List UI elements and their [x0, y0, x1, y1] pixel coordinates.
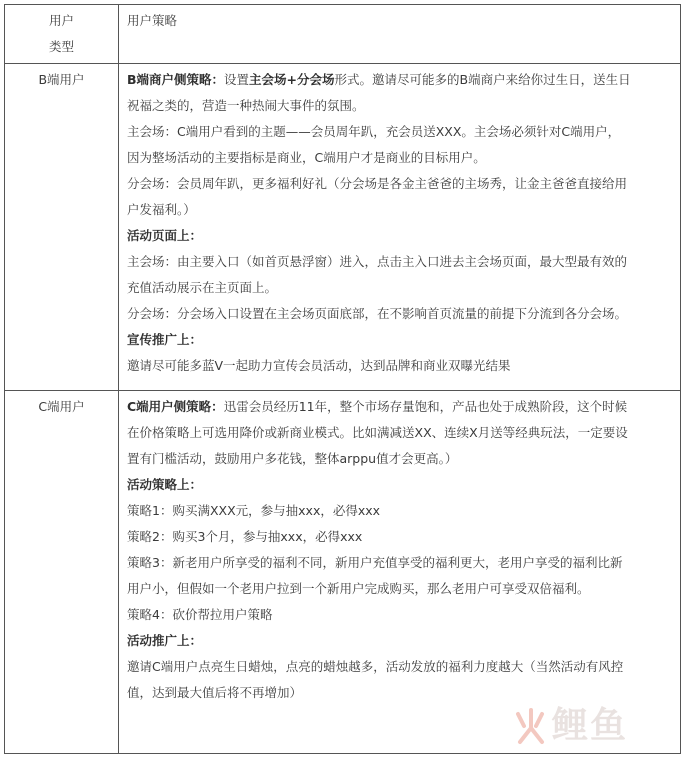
- text-line: 邀请C端用户点亮生日蜡烛，点亮的蜡烛越多，活动发放的福利力度越大（当然活动有风控: [127, 659, 624, 674]
- bold-heading: 活动页面上：: [127, 228, 203, 243]
- section-heading: [127, 472, 675, 498]
- user-type-label: B端用户: [38, 72, 85, 87]
- header-user-type: [5, 8, 118, 60]
- bold-heading: 宣传推广上：: [127, 332, 203, 347]
- row-strategy-b: [127, 67, 675, 379]
- header-strategy-label: 用户策略: [127, 13, 178, 28]
- text-line: [127, 67, 675, 93]
- text-line: 策略2：购买3个月，参与抽xxx，必得xxx: [127, 529, 363, 544]
- text-line: 策略4：砍价帮拉用户策略: [127, 607, 273, 622]
- header-user-type-line: 用户: [48, 13, 74, 28]
- text-line: 充值活动展示在主页面上。: [127, 280, 278, 295]
- watermark-text: 鲤鱼: [552, 705, 629, 746]
- text-line: 在价格策略上可选用降价或新商业模式。比如满减送XX、连续X月送等经典玩法，一定要设: [127, 425, 628, 440]
- text-line: 用户小，但假如一个老用户拉到一个新用户完成购买，那么老用户可享受双倍福利。: [127, 581, 590, 596]
- column-divider: [118, 391, 119, 753]
- text-line: [127, 394, 675, 420]
- bold-heading: B端商户侧策略：: [127, 72, 225, 87]
- text-span: 设置: [224, 72, 250, 87]
- text-line: 邀请尽可能多蓝V一起助力宣传会员活动，达到品牌和商业双曝光结果: [127, 358, 511, 373]
- bold-heading: C端用户侧策略：: [127, 399, 224, 414]
- text-line: 因为整场活动的主要指标是商业，C端用户才是商业的目标用户。: [127, 150, 486, 165]
- section-heading: [127, 628, 675, 654]
- user-type-label: C端用户: [38, 399, 85, 414]
- bold-heading: 活动策略上：: [127, 477, 203, 492]
- text-line: 策略1：购买满XXX元，参与抽xxx，必得xxx: [127, 503, 381, 518]
- row-strategy-c: [127, 394, 675, 706]
- bold-heading: 活动推广上：: [127, 633, 203, 648]
- text-line: 主会场：由主要入口（如首页悬浮窗）进入，点击主入口进去主会场页面，最大型最有效的: [127, 254, 628, 269]
- text-line: 户发福利。）: [127, 202, 196, 217]
- strategy-table: [4, 4, 681, 754]
- text-line: 分会场：分会场入口设置在主会场页面底部，在不影响首页流量的前提下分流到各分会场。: [127, 306, 628, 321]
- text-line: 策略3：新老用户所享受的福利不同，新用户充值享受的福利更大，老用户享受的福利比新: [127, 555, 623, 570]
- table-header-row: [5, 5, 680, 64]
- section-heading: [127, 327, 675, 353]
- text-line: 值，达到最大值后将不再增加）: [127, 685, 303, 700]
- table-row-b: [5, 64, 680, 391]
- row-type-c: [5, 394, 118, 420]
- text-line: 置有门槛活动，鼓励用户多花钱，整体arppu值才会更高。）: [127, 451, 458, 466]
- column-divider: [118, 5, 119, 63]
- text-span: 形式。邀请尽可能多的B端商户来给你过生日，送生日: [334, 72, 631, 87]
- header-user-type-line: 类型: [48, 39, 74, 54]
- column-divider: [118, 64, 119, 390]
- bold-text: 主会场+分会场: [249, 72, 335, 87]
- text-line: 主会场：C端用户看到的主题——会员周年趴，充会员送XXX。主会场必须针对C端用户，: [127, 124, 621, 139]
- text-line: 分会场：会员周年趴，更多福利好礼（分会场是各金主爸爸的主场秀，让金主爸爸直接给用: [127, 176, 628, 191]
- table-row-c: [5, 391, 680, 753]
- header-strategy: [127, 8, 675, 34]
- section-heading: [127, 223, 675, 249]
- row-type-b: [5, 67, 118, 93]
- text-span: 迅雷会员经历11年，整个市场存量饱和，产品也处于成熟阶段，这个时候: [223, 399, 628, 414]
- text-line: 祝福之类的，营造一种热闹大事件的氛围。: [127, 98, 365, 113]
